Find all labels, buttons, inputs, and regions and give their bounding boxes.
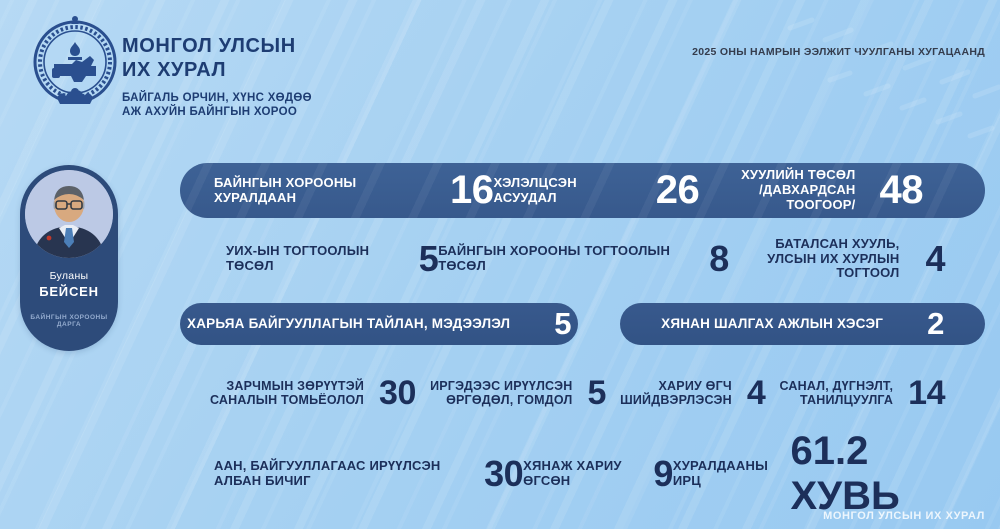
stat-label xyxy=(430,379,572,408)
stat-label xyxy=(210,379,364,408)
stat-value: 30 xyxy=(484,452,524,494)
stat-label-line1: БАТАЛСАН ХУУЛЬ, xyxy=(775,235,900,251)
stat-label: БАЙНГЫН ХОРООНЫ ТОГТООЛЫН ТӨСӨЛ xyxy=(438,243,671,273)
stat-discussed-issues xyxy=(494,168,700,213)
feather-watermark-icon xyxy=(770,10,1000,160)
stat-value: 30 xyxy=(379,373,416,412)
stat-label-line1: ХАРИУ ӨГЧ xyxy=(658,378,732,393)
stat-value: 26 xyxy=(655,168,700,212)
stat-session-attendance xyxy=(673,429,949,519)
stat-value: 2 xyxy=(927,306,944,341)
chairman-card xyxy=(20,165,118,351)
stat-label: ХЯНАН ШАЛГАХ АЖЛЫН ХЭСЭГ xyxy=(661,316,884,332)
stat-label-line1: ХУУЛИЙН ТӨСӨЛ xyxy=(741,167,856,183)
stat-value: 5 xyxy=(587,373,606,412)
stats-bar-sessions xyxy=(180,163,985,218)
footer-org-label: МОНГОЛ УЛСЫН ИХ ХУРАЛ xyxy=(823,510,985,522)
stat-label: ХУРАЛДААНЫ ИРЦ xyxy=(672,457,768,488)
stat-label-line2: /ДАВХАРДСАН ТООГООР/ xyxy=(759,182,856,212)
stat-label xyxy=(729,237,900,282)
stat-value: 4 xyxy=(925,238,946,279)
stat-value: 16 xyxy=(450,168,494,212)
chairman-first-name: Буланы xyxy=(49,270,89,282)
stats-pill-agency-reports xyxy=(180,303,578,345)
stat-resolved-responses xyxy=(620,374,765,413)
stat-label xyxy=(620,379,732,408)
stat-official-letters xyxy=(214,453,523,495)
stat-value: 4 xyxy=(746,373,766,412)
stat-label: ХЭЛЭЛЦСЭН АСУУДАЛ xyxy=(493,174,577,205)
stat-label: ААН, БАЙГУУЛЛАГААС ИРҮҮЛСЭН АЛБАН БИЧИГ xyxy=(214,457,441,488)
stat-value: 8 xyxy=(709,238,729,279)
stat-value: 14 xyxy=(908,373,945,412)
stat-value: 48 xyxy=(879,168,923,212)
org-title-line2: ИХ ХУРАЛ xyxy=(122,59,227,81)
chairman-portrait xyxy=(25,170,113,258)
stat-label-line2: ӨРГӨДӨЛ, ГОМДОЛ xyxy=(446,393,573,407)
chairman-role-label: БАЙНГЫН ХОРООНЫ ДАРГА xyxy=(30,314,108,328)
stat-dissenting-proposals xyxy=(210,374,416,413)
stat-committee-sessions xyxy=(214,168,494,213)
stat-label-line1: ЗАРЧМЫН ЗӨРҮҮТЭЙ xyxy=(226,378,365,393)
stat-label: ХЯНАЖ ХАРИУ ӨГСӨН xyxy=(523,457,622,488)
stats-pill-oversight-groups xyxy=(620,303,985,345)
stat-label xyxy=(779,379,893,408)
mongolia-state-emblem-icon xyxy=(24,12,126,118)
stat-label-line1: ИРГЭДЭЭС ИРҮҮЛСЭН xyxy=(430,378,573,393)
stat-reviewed-replied xyxy=(523,453,673,495)
stat-label-line2: ШИЙДВЭРЛЭСЭН xyxy=(620,393,732,407)
org-title-block xyxy=(122,34,312,119)
stats-row-petitions xyxy=(180,363,985,423)
stat-label-line2: УЛСЫН ИХ ХУРЛЫН ТОГТООЛ xyxy=(767,250,900,281)
stat-label-line2: ТАНИЛЦУУЛГА xyxy=(800,393,894,407)
chairman-last-name: БЕЙСЕН xyxy=(39,284,99,299)
committee-name-line2: АЖ АХУЙН БАЙНГЫН ХОРОО xyxy=(122,106,298,118)
stat-label: ХАРЬЯА БАЙГУУЛЛАГЫН ТАЙЛАН, МЭДЭЭЛЭЛ xyxy=(187,316,511,332)
stats-row-resolutions xyxy=(180,231,985,287)
stat-oversight-working-groups xyxy=(661,306,944,342)
stat-draft-laws xyxy=(699,168,923,213)
stat-label: БАЙНГЫН ХОРООНЫ ХУРАЛДААН xyxy=(214,174,357,205)
session-period-label: 2025 ОНЫ НАМРЫН ЭЭЛЖИТ ЧУУЛГАНЫ ХУГАЦААНД xyxy=(692,46,985,58)
stat-committee-resolution-drafts xyxy=(438,238,729,280)
stat-label: УИХ-ЫН ТОГТООЛЫН ТӨСӨЛ xyxy=(226,243,370,273)
stat-opinions-presentations xyxy=(779,374,945,413)
stat-parliament-resolution-drafts xyxy=(226,238,438,280)
stat-citizen-petitions xyxy=(430,374,606,413)
stat-label-line2: САНАЛЫН ТОМЬЁОЛОЛ xyxy=(210,393,365,407)
stat-value: 9 xyxy=(653,452,673,494)
stat-value: 5 xyxy=(418,238,439,279)
org-title-line1: МОНГОЛ УЛСЫН xyxy=(122,35,296,57)
stat-approved-laws xyxy=(729,237,945,282)
stat-value: 5 xyxy=(554,306,571,341)
stat-label-line1: САНАЛ, ДҮГНЭЛТ, xyxy=(779,378,894,393)
stat-label xyxy=(699,168,855,213)
committee-name-line1: БАЙГАЛЬ ОРЧИН, ХҮНС ХӨДӨӨ xyxy=(122,92,312,104)
stat-value: 61.2 ХУВЬ xyxy=(790,428,900,518)
stat-agency-reports xyxy=(187,306,571,342)
